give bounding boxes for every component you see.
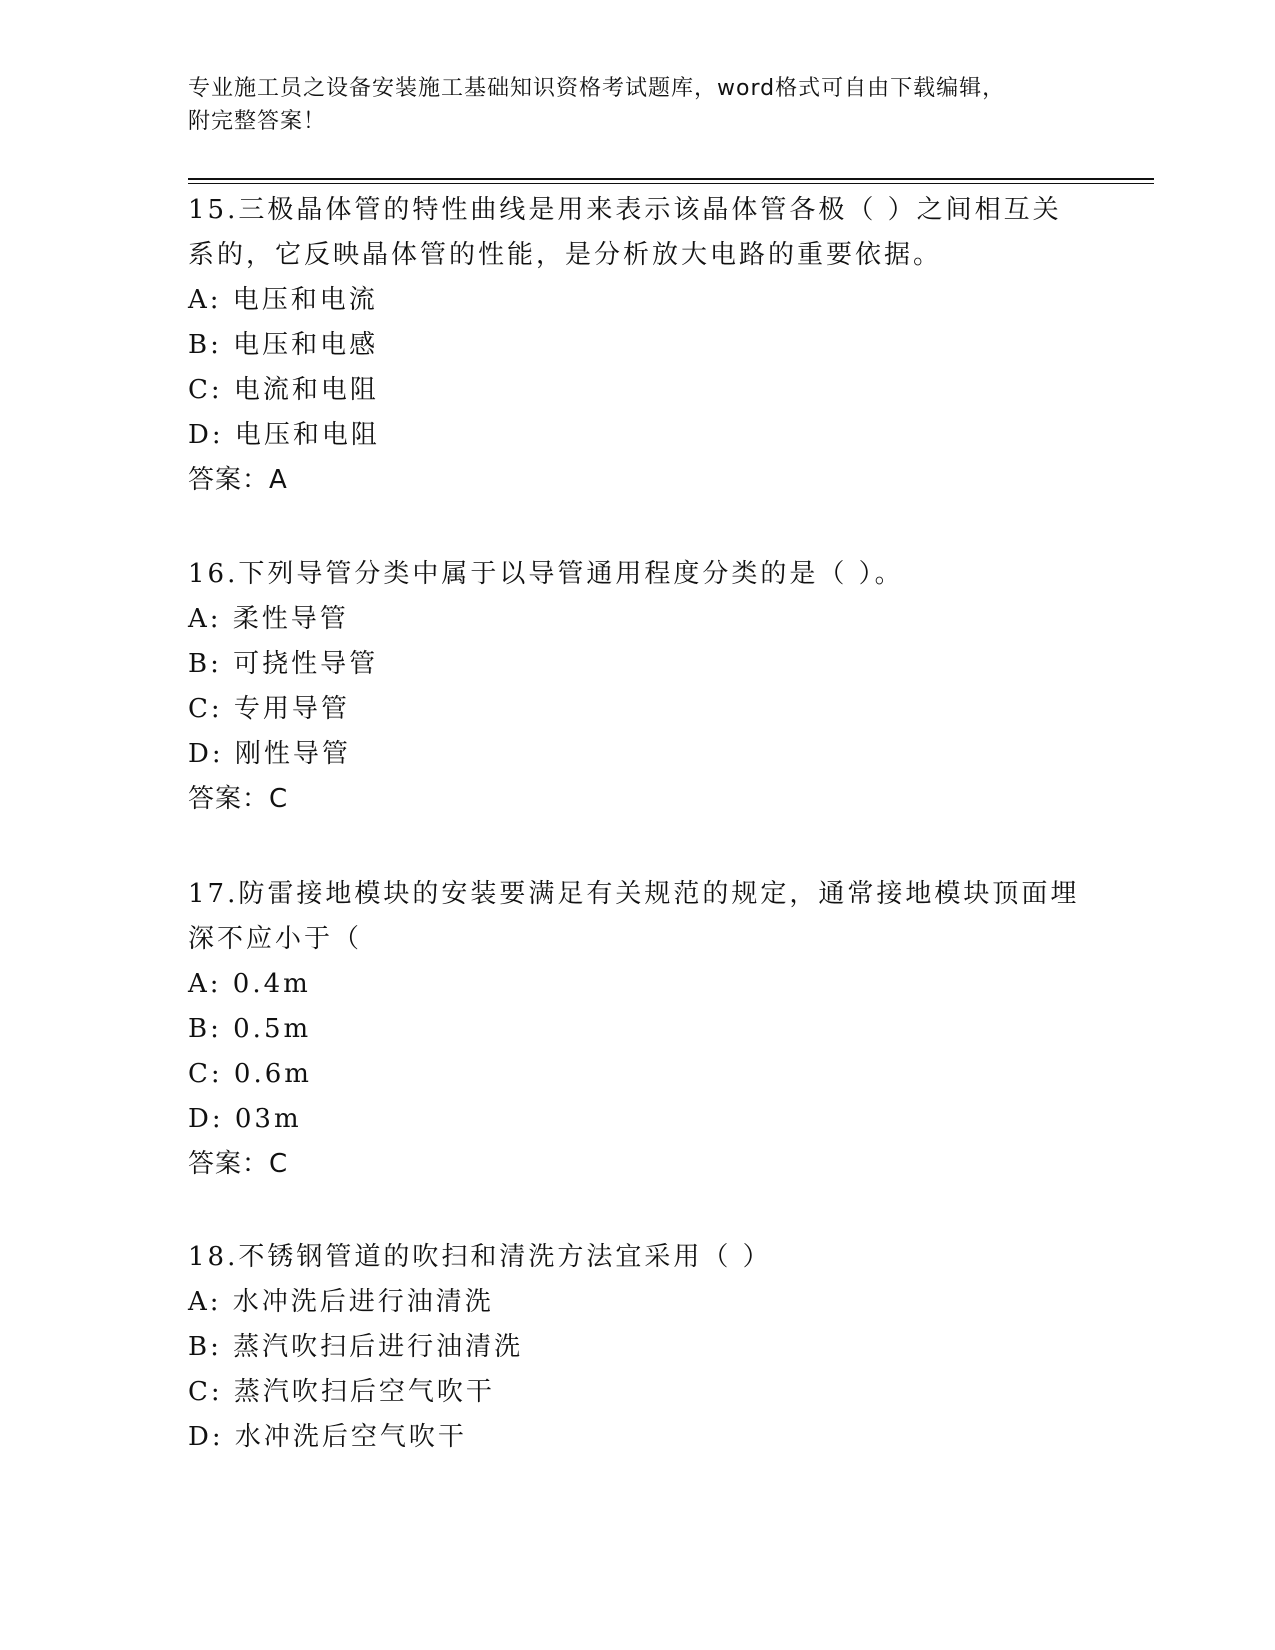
header-line-1: 专业施工员之设备安装施工基础知识资格考试题库，word格式可自由下载编辑，	[188, 76, 1006, 101]
option-c: C: 电流和电阻	[188, 375, 379, 405]
answer: 答案：C	[188, 784, 289, 814]
question-stem-line-1: 15.三极晶体管的特性曲线是用来表示该晶体管各极（ ）之间相互关	[188, 195, 1062, 225]
question-stem	[188, 1235, 1088, 1280]
question-stem	[188, 552, 1088, 597]
question-17	[188, 872, 1088, 1187]
question-stem-line-1: 17.防雷接地模块的安装要满足有关规范的规定，通常接地模块顶面埋	[188, 879, 1080, 909]
question-stem-line-2: 系的，它反映晶体管的性能，是分析放大电路的重要依据。	[188, 240, 943, 270]
option-c: C: 0.6m	[188, 1059, 312, 1089]
option-c: C: 蒸汽吹扫后空气吹干	[188, 1377, 495, 1407]
question-stem	[188, 188, 1088, 278]
option-c: C: 专用导管	[188, 694, 350, 724]
question-16	[188, 552, 1088, 822]
option-b: B: 电压和电感	[188, 330, 379, 360]
question-stem-line-1: 16.下列导管分类中属于以导管通用程度分类的是（ ）。	[188, 559, 904, 589]
option-a: A: 0.4m	[188, 969, 311, 999]
answer: 答案：C	[188, 1149, 289, 1179]
option-a: A: 电压和电流	[188, 285, 378, 315]
question-stem-line-1: 18.不锈钢管道的吹扫和清洗方法宜采用（ ）	[188, 1242, 772, 1272]
option-b: B: 蒸汽吹扫后进行油清洗	[188, 1332, 524, 1362]
question-stem-line-2: 深不应小于（	[188, 924, 363, 954]
question-stem	[188, 872, 1088, 962]
option-d: D: 03m	[188, 1104, 302, 1134]
option-b: B: 可挠性导管	[188, 649, 379, 679]
answer: 答案：A	[188, 465, 288, 495]
option-a: A: 柔性导管	[188, 604, 349, 634]
option-d: D: 水冲洗后空气吹干	[188, 1422, 467, 1452]
option-d: D: 电压和电阻	[188, 420, 380, 450]
document-header	[188, 72, 1068, 138]
question-18	[188, 1235, 1088, 1460]
option-d: D: 刚性导管	[188, 739, 351, 769]
question-15	[188, 188, 1088, 503]
option-a: A: 水冲洗后进行油清洗	[188, 1287, 494, 1317]
header-line-2: 附完整答案！	[188, 109, 327, 134]
option-b: B: 0.5m	[188, 1014, 312, 1044]
header-divider	[188, 178, 1154, 184]
